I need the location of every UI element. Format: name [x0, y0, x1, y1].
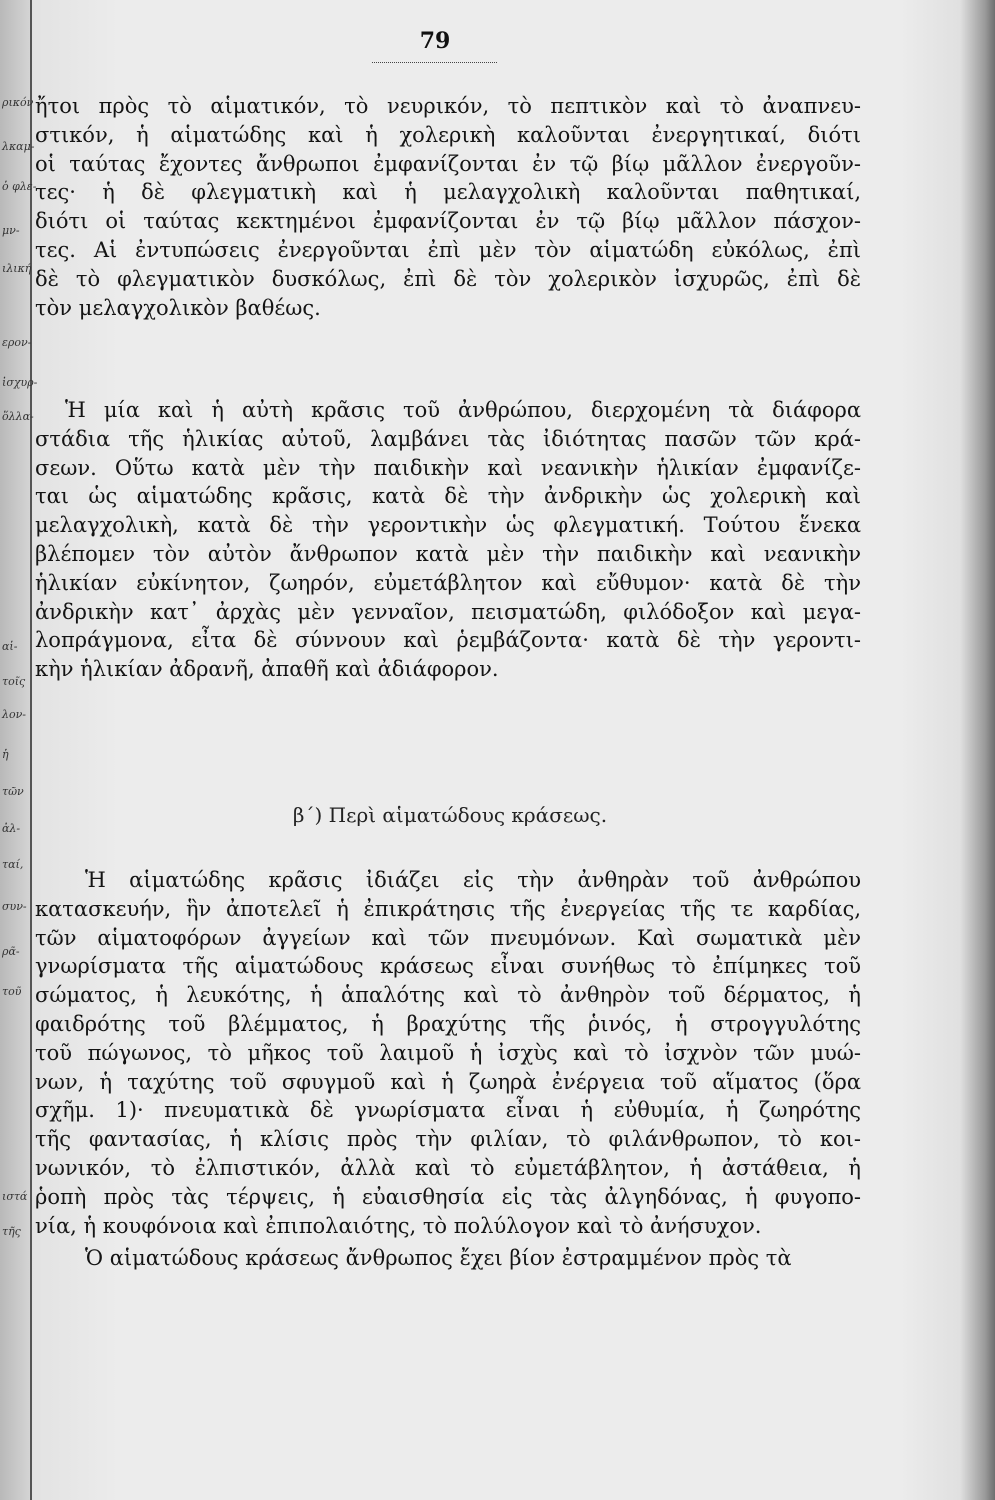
margin-fragment: ὅλλα-: [2, 410, 34, 423]
margin-fragment: ὁ φλε-: [2, 180, 37, 193]
margin-fragment: λον-: [2, 708, 26, 721]
text-line: ἀνδρικὴν κατ᾽ ἀρχὰς μὲν γενναῖον, πεισματώδη, φιλόδοξον καὶ μεγα-: [35, 599, 861, 624]
text-line: τοῦ πώγωνος, τὸ μῆκος τοῦ λαιμοῦ ἡ ἰσχὺς καὶ τὸ ἰσχνὸν τῶν μυώ-: [35, 1040, 861, 1065]
text-line: σεων. Οὕτω κατὰ μὲν τὴν παιδικὴν καὶ νεανικὴν ἡλικίαν ἐμφανίζε-: [35, 455, 861, 480]
text-line: γνωρίσματα τῆς αἱματώδους κράσεως εἶναι συνήθως τὸ ἐπίμηκες τοῦ: [35, 954, 861, 979]
text-line: κατασκευήν, ἣν ἀποτελεῖ ἡ ἐπικράτησις τῆς ἐνεργείας τῆς τε καρδίας,: [35, 896, 861, 921]
text-line: βλέπομεν τὸν αὐτὸν ἄνθρωπον κατὰ μὲν τὴν παιδικὴν καὶ νεανικὴν: [35, 542, 861, 566]
margin-fragment: τοῖς: [2, 675, 26, 688]
margin-fragment: ταί,: [2, 858, 24, 871]
page-number: 79: [419, 28, 451, 54]
section-heading: β΄) Περὶ αἱματώδους κράσεως.: [292, 803, 608, 827]
margin-fragment: ιλική: [2, 262, 32, 275]
text-line: τὸν μελαγχολικὸν βαθέως.: [35, 295, 321, 320]
text-line: τῶν αἱματοφόρων ἀγγείων καὶ τῶν πνευμόνων. Καὶ σωματικὰ μὲν: [35, 925, 861, 950]
margin-fragment: ερον-: [2, 336, 32, 349]
margin-fragment: ἡ: [2, 748, 9, 761]
margin-fragment: τῶν: [2, 785, 24, 798]
margin-fragment: ιστά: [2, 1190, 28, 1203]
text-line: ἤτοι πρὸς τὸ αἱματικόν, τὸ νευρικόν, τὸ πεπτικὸν καὶ τὸ ἀναπνευ-: [35, 94, 861, 118]
margin-fragment: ἰσχυρ-: [2, 376, 38, 389]
text-line: στάδια τῆς ἡλικίας αὐτοῦ, λαμβάνει τὰς ἰδιότητας πασῶν τῶν κρά-: [35, 426, 861, 451]
text-line: φαιδρότης τοῦ βλέμματος, ἡ βραχύτης τῆς ῥινός, ἡ στρογγυλότης: [35, 1012, 861, 1036]
text-line: στικόν, ἡ αἱματώδης καὶ ἡ χολερικὴ καλοῦνται ἐνεργητικαί, διότι: [35, 122, 861, 147]
text-line: ῥοπὴ πρὸς τὰς τέρψεις, ἡ εὐαισθησία εἰς τὰς ἀλγηδόνας, ἡ φυγοπο-: [35, 1184, 861, 1209]
text-line: Ἡ μία καὶ ἡ αὐτὴ κρᾶσις τοῦ ἀνθρώπου, διερχομένη τὰ διάφορα: [65, 398, 861, 422]
margin-fragment: τῆς: [2, 1225, 21, 1238]
margin-fragment: συν-: [2, 900, 27, 913]
margin-fragment: ἀλ-: [2, 822, 21, 835]
text-line: σχῆμ. 1)· πνευματικὰ δὲ γνωρίσματα εἶναι ἡ εὐθυμία, ἡ ζωηρότης: [35, 1098, 861, 1123]
text-line: οἱ ταύτας ἔχοντες ἄνθρωποι ἐμφανίζονται ἐν τῷ βίῳ μᾶλλον ἐνεργοῦν-: [35, 151, 861, 176]
text-line: κὴν ἡλικίαν ἀδρανῆ, ἀπαθῆ καὶ ἀδιάφορον.: [35, 657, 499, 682]
margin-fragment: τοῦ: [2, 985, 22, 998]
margin-fragment: μν-: [2, 224, 20, 237]
text-line: Ἡ αἱματώδης κρᾶσις ἰδιάζει εἰς τὴν ἀνθηρὰν τοῦ ἀνθρώπου: [85, 868, 861, 892]
text-line: δὲ τὸ φλεγματικὸν δυσκόλως, ἐπὶ δὲ τὸν χολερικὸν ἰσχυρῶς, ἐπὶ δὲ: [35, 266, 861, 291]
text-line: νων, ἡ ταχύτης τοῦ σφυγμοῦ καὶ ἡ ζωηρὰ ἐνέργεια τοῦ αἵματος (ὅρα: [35, 1069, 861, 1094]
text-line: Ὁ αἱματώδους κράσεως ἄνθρωπος ἔχει βίον ἐστραμμένον πρὸς τὰ: [85, 1246, 792, 1270]
text-line: νωνικόν, τὸ ἐλπιστικόν, ἀλλὰ καὶ τὸ εὐμετάβλητον, ἡ ἀστάθεια, ἡ: [35, 1156, 861, 1180]
margin-fragment: ρικόν: [2, 96, 34, 109]
text-line: μελαγχολικὴ, κατὰ δὲ τὴν γεροντικὴν ὡς φλεγματική. Τούτου ἕνεκα: [35, 513, 861, 538]
header-rule: [372, 62, 497, 63]
margin-fragment: ρᾶ-: [2, 945, 20, 958]
text-line: διότι οἱ ταύτας κεκτημένοι ἐμφανίζονται ἐν τῷ βίῳ μᾶλλον πάσχον-: [35, 209, 861, 234]
text-line: νία, ἡ κουφόνοια καὶ ἐπιπολαιότης, τὸ πολύλογον καὶ τὸ ἀνήσυχον.: [35, 1213, 762, 1238]
text-line: σώματος, ἡ λευκότης, ἡ ἁπαλότης καὶ τὸ ἀνθηρὸν τοῦ δέρματος, ἡ: [35, 983, 861, 1008]
margin-fragment: αἱ-: [2, 640, 18, 653]
text-line: τες. Αἱ ἐντυπώσεις ἐνεργοῦνται ἐπὶ μὲν τὸν αἱματώδη εὐκόλως, ἐπὶ: [35, 238, 861, 262]
text-line: τῆς φαντασίας, ἡ κλίσις πρὸς τὴν φιλίαν, τὸ φιλάνθρωπον, τὸ κοι-: [35, 1127, 861, 1152]
text-line: ται ὡς αἱματώδης κρᾶσις, κατὰ δὲ τὴν ἀνδρικὴν ὡς χολερικὴ καὶ: [35, 484, 861, 509]
text-line: ἡλικίαν εὐκίνητον, ζωηρόν, εὐμετάβλητον καὶ εὔθυμον· κατὰ δὲ τὴν: [35, 570, 861, 595]
text-line: λοπράγμονα, εἶτα δὲ σύννουν καὶ ῥεμβάζοντα· κατὰ δὲ τὴν γεροντι-: [35, 628, 861, 653]
text-line: τες· ἡ δὲ φλεγματικὴ καὶ ἡ μελαγχολικὴ καλοῦνται παθητικαί,: [35, 180, 861, 205]
margin-fragment: λκαμ-: [2, 140, 35, 153]
